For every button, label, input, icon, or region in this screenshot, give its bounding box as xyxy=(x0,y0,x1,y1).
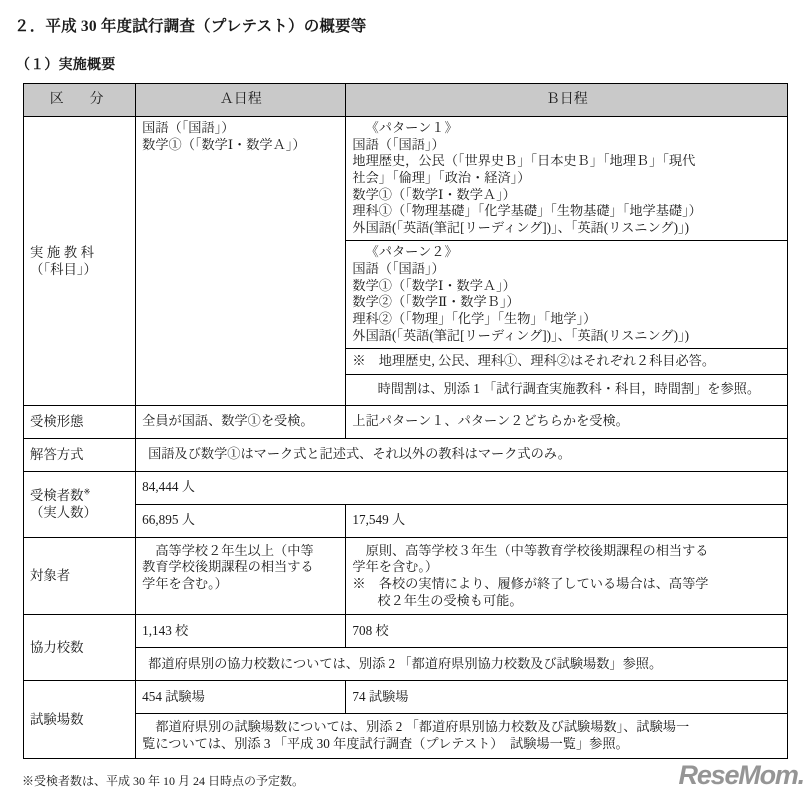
cell-venues-a: 454 試験場 xyxy=(136,681,346,714)
section-title: （１）実施概要 xyxy=(16,58,116,73)
pattern-2-line: 数学①（「数学Ⅰ・数学Ａ」） xyxy=(352,277,516,293)
subjects-a-line: 国語（「国語」） xyxy=(142,120,235,135)
row-label-exam-form: 受検形態 xyxy=(24,405,136,438)
cell-exam-form-b: 上記パターン１、パターン２どちらかを受検。 xyxy=(346,405,788,438)
cell-schools-note xyxy=(136,648,788,681)
pattern-1-line: 地理歴史，公民（「世界史Ｂ」「日本史Ｂ」「地理Ｂ」「現代 xyxy=(352,153,696,169)
table-header xyxy=(24,84,788,117)
schools-note-text: 都道府県別の協力校数については、別添 2 「都道府県別協力校数及び試験場数」参照。 xyxy=(148,655,663,671)
table-body xyxy=(24,117,788,759)
pattern-2-line: 数学②（「数学Ⅱ・数学Ｂ」） xyxy=(352,294,520,310)
header-cell-schedule-b: Ｂ日程 xyxy=(346,84,788,117)
cell-timetable-note xyxy=(346,374,788,405)
pattern-1-title: 《パターン１》 xyxy=(365,120,458,135)
table-header-row xyxy=(24,84,788,117)
pattern-1-line: 外国語(「英語(筆記[リーディング])」、「英語(リスニング)」) xyxy=(352,219,689,235)
row-label-answer-method: 解答方式 xyxy=(24,438,136,471)
overview-table xyxy=(23,83,788,759)
overview-table-wrapper xyxy=(23,83,788,759)
table-row xyxy=(24,117,788,375)
cell-schools-b: 708 校 xyxy=(346,615,788,648)
resemom-watermark: ReseMom. xyxy=(678,760,804,790)
cell-examinees-a: 66,895 人 xyxy=(136,504,346,537)
cell-examinees-b: 17,549 人 xyxy=(346,504,788,537)
pattern-2-line: 国語（「国語」） xyxy=(352,261,445,276)
cell-subjects-b xyxy=(346,117,788,375)
page-title: ２．平成 30 年度試行調査（プレテスト）の概要等 xyxy=(14,18,367,35)
pattern-1-line: 社会」「倫理」「政治・経済」） xyxy=(352,169,531,185)
cell-exam-form-a: 全員が国語、数学①を受検。 xyxy=(136,405,346,438)
target-b-line: 原則、高等学校３年生（中等教育学校後期課程の相当する xyxy=(365,542,709,558)
header-cell-schedule-a: Ａ日程 xyxy=(136,84,346,117)
pattern-2-block xyxy=(346,241,787,349)
target-b-note-line: ※ 各校の実情により、履修が終了している場合は、高等学 xyxy=(352,576,709,591)
row-label-examinees-line1: 受検者数※ xyxy=(30,487,91,504)
row-label-examinees xyxy=(24,471,136,537)
venues-note-line: 都道府県別の試験場数については、別添 2 「都道府県別協力校数及び試験場数」、試験場一 xyxy=(155,719,690,735)
cell-venues-note xyxy=(136,714,788,758)
cell-target-b xyxy=(346,537,788,615)
table-row xyxy=(24,405,788,438)
row-label-subjects xyxy=(24,117,136,406)
table-row xyxy=(24,471,788,504)
cell-schools-a: 1,143 校 xyxy=(136,615,346,648)
pattern-2-line: 外国語(「英語(筆記[リーディング])」、「英語(リスニング)」) xyxy=(352,327,689,343)
pattern-1-line: 理科①（「物理基礎」「化学基礎」「生物基礎」「地学基礎」） xyxy=(352,203,702,219)
row-label-schools: 協力校数 xyxy=(24,615,136,681)
pattern-1-line: 国語（「国語」） xyxy=(352,136,445,152)
row-label-venues: 試験場数 xyxy=(24,681,136,758)
pattern-1-line: 数学①（「数学Ⅰ・数学Ａ」） xyxy=(352,186,516,202)
target-a-line: 学年を含む。） xyxy=(142,576,228,591)
pattern-2-title: 《パターン２》 xyxy=(365,244,458,260)
row-label-examinees-line2: （実人数） xyxy=(30,505,97,521)
cell-answer-method xyxy=(136,438,788,471)
table-row xyxy=(24,504,788,537)
examinees-footnote-mark: ※ xyxy=(83,487,91,497)
subjects-b-note: ※ 地理歴史, 公民、理科①、理科②はそれぞれ２科目必答。 xyxy=(352,353,716,369)
table-row xyxy=(24,714,788,758)
cell-examinees-total: 84,444 人 xyxy=(136,471,788,504)
table-row xyxy=(24,615,788,648)
cell-venues-b: 74 試験場 xyxy=(346,681,788,714)
table-row xyxy=(24,681,788,714)
target-b-note-line: 校２年生の受検も可能。 xyxy=(377,592,523,608)
table-row xyxy=(24,648,788,681)
row-label-subjects-line2: （「科目」） xyxy=(30,261,97,277)
pattern-1-block xyxy=(346,117,787,241)
row-label-target: 対象者 xyxy=(24,537,136,615)
pattern-2-line: 理科②（「物理」「化学」「生物」「地学」） xyxy=(352,310,597,326)
answer-method-text: 国語及び数学①はマーク式と記述式、それ以外の教科はマーク式のみ。 xyxy=(148,446,571,462)
subjects-a-line: 数学①（「数学Ⅰ・数学Ａ」） xyxy=(142,136,306,152)
timetable-note-text: 時間割は、別添 1 「試行調査実施教科・科目，時間割」を参照。 xyxy=(377,381,761,397)
table-row xyxy=(24,537,788,615)
cell-target-a xyxy=(136,537,346,615)
row-label-subjects-line1: 実施教科 xyxy=(30,244,98,260)
venues-note-line: 覧については、別添 3 「平成 30 年度試行調査（プレテスト） 試験場一覧」参照。 xyxy=(142,735,629,751)
cell-subjects-a xyxy=(136,117,346,406)
page-footnote: ※受検者数は、平成 30 年 10 月 24 日時点の予定数。 xyxy=(22,774,305,788)
target-a-line: 教育学校後期課程の相当する xyxy=(142,559,314,575)
target-b-line: 学年を含む。） xyxy=(352,559,439,575)
table-row xyxy=(24,438,788,471)
target-a-line: 高等学校２年生以上（中等 xyxy=(155,542,314,558)
header-cell-category: 区 分 xyxy=(24,84,136,117)
